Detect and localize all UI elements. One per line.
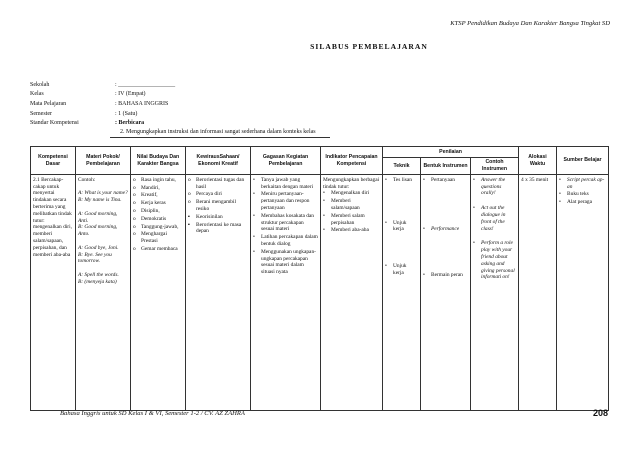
- indikator-item: Memberi salam perpisahan: [331, 212, 365, 226]
- th-indikator: Indikator Pencapaian Kompetensi: [321, 147, 383, 175]
- circle-bullet-icon: o: [188, 199, 191, 206]
- bullet-icon: •: [423, 225, 425, 232]
- kegiatan-item: Menggunakan ungkapan-ungkapan percakapan sesuai materi dalam situasi nyata: [261, 248, 316, 276]
- cell-kd: 2.1 Bercakap-cakap untuk menyertai tindakan secara berterima yang melibatkan tindak tutur: mengenalkan diri, memberi salam/sapaan, perpisahan, dan memberi aba-aba: [31, 175, 76, 411]
- cell-sumber: [557, 175, 609, 411]
- circle-bullet-icon: o: [133, 184, 136, 191]
- cell-nilai: [131, 175, 186, 411]
- cell-indikator: [321, 175, 383, 411]
- nilai-item: Kerja keras: [141, 200, 166, 207]
- bullet-icon: •: [323, 190, 325, 197]
- sekolah-value: : ___________________: [115, 81, 176, 88]
- bullet-icon: •: [323, 227, 325, 234]
- th-kegiatan: Gagasan Kegiatan Pembelajaran: [251, 147, 321, 175]
- square-bullet-icon: ▪: [188, 221, 190, 228]
- kegiatan-item: Latihan percakapan dalam bentuk dialog: [261, 234, 318, 248]
- cell-contoh: [471, 175, 519, 411]
- circle-bullet-icon: o: [133, 200, 136, 207]
- materi-line: B: Good morning, Anto.: [78, 224, 118, 238]
- contoh-item: Act out the dialogue in front of the class!: [481, 205, 506, 232]
- kelas-label: Kelas: [30, 91, 44, 98]
- sumber-item: Alat peraga: [567, 199, 593, 206]
- bentuk-item: Performance: [431, 225, 460, 232]
- nilai-item: Mandiri,: [141, 184, 160, 191]
- th-alokasi: Alokasi Waktu: [519, 147, 557, 175]
- cell-teknik: [383, 175, 421, 411]
- materi-line: A: What is your name?: [78, 190, 128, 197]
- bullet-icon: •: [423, 272, 425, 279]
- cell-alokasi: 4 x 35 menit: [519, 175, 557, 411]
- indikator-item: Mengenalkan diri: [331, 190, 370, 197]
- kewirausahaan-item: Keorisinilan: [196, 213, 223, 220]
- th-teknik: Teknik: [383, 157, 421, 175]
- materi-line: B: My name is Tina.: [78, 197, 122, 204]
- contoh-item: Perform a role play with your friend about asking and giving personal informati on!: [481, 240, 515, 281]
- semester-value: : 1 (Satu): [115, 110, 138, 117]
- bullet-icon: •: [559, 199, 561, 206]
- circle-bullet-icon: o: [133, 215, 136, 222]
- nilai-item: Demokratis: [141, 215, 167, 222]
- kewirausahaan-item: Berani mengambil resiko: [196, 199, 236, 213]
- sk-detail: 2. Mengungkapkan instruksi dan informasi sangat sederhana dalam konteks kelas: [120, 129, 316, 135]
- page-number: 208: [592, 408, 608, 418]
- sk-label: Standar Kompetensi: [30, 120, 79, 127]
- cell-kewirausahaan: [186, 175, 251, 411]
- materi-line: A: Good morning, Anti.: [78, 210, 118, 224]
- nilai-item: Gemar membaca: [141, 246, 178, 253]
- kewirausahaan-item: Percaya diri: [196, 191, 222, 198]
- page-title: SILABUS PEMBELAJARAN: [310, 42, 428, 51]
- circle-bullet-icon: o: [133, 192, 136, 199]
- bullet-icon: •: [253, 176, 255, 183]
- materi-line: B: Bye. See you tomorrow.: [78, 251, 112, 265]
- bullet-icon: •: [253, 212, 255, 219]
- nilai-item: Disiplin,: [141, 208, 160, 215]
- bullet-icon: •: [253, 234, 255, 241]
- sumber-item: Script percak ap-an: [567, 176, 605, 190]
- kewirausahaan-item: Berorientasi ke masa depan: [196, 221, 242, 235]
- th-sumber: Sumber Belajar: [557, 147, 609, 175]
- th-bentuk: Bentuk Instrumen: [421, 157, 471, 175]
- indikator-intro: Mengungkapkan berbagai tindak tutur:: [323, 176, 380, 190]
- identity-block: [30, 80, 175, 128]
- contoh-item: Answer the questions orally!: [481, 176, 506, 197]
- circle-bullet-icon: o: [188, 176, 191, 183]
- kelas-value: : IV (Empat): [115, 91, 146, 98]
- kegiatan-item: Tanya jawab yang berkaitan dengan materi: [261, 176, 314, 190]
- bullet-icon: •: [323, 198, 325, 205]
- bullet-icon: •: [473, 205, 475, 212]
- materi-line: Contoh:: [78, 176, 96, 183]
- syllabus-table: [30, 146, 609, 411]
- bullet-icon: •: [473, 240, 475, 247]
- materi-line: A: Spell the words.: [78, 272, 119, 279]
- bullet-icon: •: [423, 176, 425, 183]
- bentuk-item: Pertanyaan: [431, 176, 455, 183]
- sk-value: : Berbicara: [115, 120, 145, 127]
- th-penilaian: Penilaian: [383, 147, 519, 158]
- mapel-value: : BAHASA INGGRIS: [115, 100, 169, 107]
- bullet-icon: •: [385, 219, 387, 226]
- th-materi: Materi Pokok/ Pembelajaran: [76, 147, 131, 175]
- teknik-item: Unjuk kerja: [393, 263, 407, 277]
- bullet-icon: •: [473, 176, 475, 183]
- square-bullet-icon: ▪: [188, 213, 190, 220]
- th-kd: Kompetensi Dasar: [31, 147, 76, 175]
- circle-bullet-icon: o: [188, 191, 191, 198]
- bentuk-item: Bermain peran: [431, 272, 463, 279]
- running-head: KTSP Pendidikan Budaya Dan Karakter Bangsa Tingkat SD: [450, 20, 610, 27]
- cell-kegiatan: [251, 175, 321, 411]
- indikator-item: Memberi aba-aba: [331, 227, 369, 234]
- footer-text: Bahasa Inggris untuk SD Kelas I & VI, Semester 1-2 / CV. AZ ZAHRA: [60, 410, 245, 417]
- th-nilai: Nilai Budaya Dan Karakter Bangsa: [131, 147, 186, 175]
- kegiatan-item: Membahas kosakata dan struktur percakapan sesuai materi: [261, 212, 314, 233]
- cell-bentuk: [421, 175, 471, 411]
- bullet-icon: •: [385, 263, 387, 270]
- bullet-icon: •: [253, 248, 255, 255]
- teknik-item: Unjuk kerja: [393, 219, 407, 233]
- circle-bullet-icon: o: [133, 208, 136, 215]
- bullet-icon: •: [559, 176, 561, 183]
- sekolah-label: Sekolah: [30, 81, 50, 88]
- nilai-item: Kreatif,: [141, 192, 158, 199]
- circle-bullet-icon: o: [133, 176, 136, 183]
- semester-label: Semester: [30, 110, 52, 117]
- kegiatan-item: Meniru pertanyaan-pertanyaan dan respon pertanyaan: [261, 191, 310, 212]
- nilai-item: Menghargai Prestasi: [141, 231, 167, 245]
- bullet-icon: •: [385, 176, 387, 183]
- bullet-icon: •: [323, 212, 325, 219]
- divider: [110, 137, 330, 138]
- circle-bullet-icon: o: [133, 246, 136, 253]
- bullet-icon: •: [253, 191, 255, 198]
- sumber-item: Buku teks: [567, 191, 589, 198]
- materi-line: B: (menyeja kata): [78, 278, 117, 285]
- mapel-label: Mata Pelajaran: [30, 100, 67, 107]
- th-kewirausahaan: KewirausSahaan/ Ekonomi Kreatif: [186, 147, 251, 175]
- materi-line: A: Good bye, Joni.: [78, 244, 119, 251]
- th-contoh: Contoh Instrumen: [471, 157, 519, 175]
- bullet-icon: •: [559, 191, 561, 198]
- kewirausahaan-item: Berorientasi tugas dan hasil: [196, 176, 245, 190]
- cell-materi: [76, 175, 131, 411]
- circle-bullet-icon: o: [133, 223, 136, 230]
- indikator-item: Memberi salam/sapaan: [331, 198, 360, 212]
- nilai-item: Rasa ingin tahu,: [141, 176, 176, 183]
- nilai-item: Tanggung-jawab,: [141, 223, 179, 230]
- teknik-item: Tes lisan: [393, 176, 412, 183]
- circle-bullet-icon: o: [133, 231, 136, 238]
